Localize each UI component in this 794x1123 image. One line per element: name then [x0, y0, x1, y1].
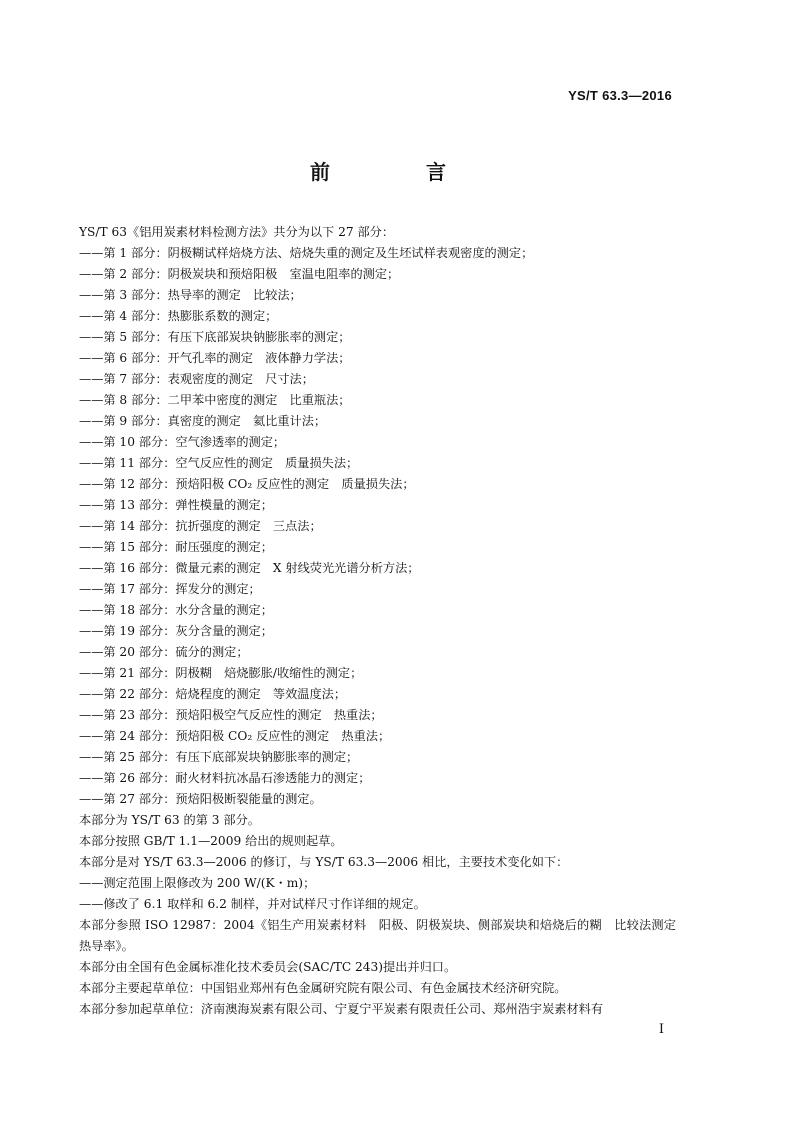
standard-code: YS/T 63.3—2016: [568, 88, 672, 103]
paragraph: 本部分由全国有色金属标准化技术委员会(SAC/TC 243)提出并归口。: [79, 960, 457, 974]
paragraph: 本部分是对 YS/T 63.3—2006 的修订，与 YS/T 63.3—2006 相比，主要技术变化如下：: [79, 855, 569, 869]
paragraph: 本部分参照 ISO 12987：2004《铝生产用炭素材料 阳极、阴极炭块、侧部炭块和焙烧后的糊 比较法测定热导率》。: [79, 918, 676, 953]
page-number: I: [658, 1022, 664, 1037]
list-item: ——第 22 部分：焙烧程度的测定 等效温度法；: [79, 687, 347, 701]
list-item: ——第 13 部分：弹性模量的测定；: [79, 498, 273, 512]
list-item: ——第 26 部分：耐火材料抗冰晶石渗透能力的测定；: [79, 771, 371, 785]
page-title: 前 言: [310, 160, 484, 184]
list-item: ——第 8 部分：二甲苯中密度的测定 比重瓶法；: [79, 393, 351, 407]
list-item: ——第 7 部分：表观密度的测定 尺寸法；: [79, 372, 314, 386]
list-item: ——第 15 部分：耐压强度的测定；: [79, 540, 273, 554]
list-item: ——第 27 部分：预焙阳极断裂能量的测定。: [79, 792, 322, 806]
list-item: ——第 24 部分：预焙阳极 CO₂ 反应性的测定 热重法；: [79, 729, 391, 743]
list-item: ——第 16 部分：微量元素的测定 X 射线荧光光谱分析方法；: [79, 561, 420, 575]
list-item: ——第 21 部分：阴极糊 焙烧膨胀/收缩性的测定；: [79, 666, 363, 680]
list-item: ——第 19 部分：灰分含量的测定；: [79, 624, 273, 638]
list-item: ——第 23 部分：预焙阳极空气反应性的测定 热重法；: [79, 708, 383, 722]
list-item: ——第 20 部分：硫分的测定；: [79, 645, 249, 659]
list-item: ——第 2 部分：阴极炭块和预焙阳极 室温电阻率的测定；: [79, 267, 400, 281]
list-item: ——第 12 部分：预焙阳极 CO₂ 反应性的测定 质量损失法；: [79, 477, 415, 491]
list-item: ——第 9 部分：真密度的测定 氦比重计法；: [79, 414, 327, 428]
list-item: ——第 1 部分：阴极糊试样焙烧方法、焙烧失重的测定及生坯试样表观密度的测定；: [79, 246, 534, 260]
intro-line: YS/T 63《铝用炭素材料检测方法》共分为以下 27 部分：: [79, 225, 395, 239]
paragraph: ——修改了 6.1 取样和 6.2 制样，并对试样尺寸作详细的规定。: [79, 897, 426, 911]
parts-list: [79, 243, 676, 810]
list-item: ——第 4 部分：热膨胀系数的测定；: [79, 309, 278, 323]
document-body: [79, 222, 676, 1020]
list-item: ——第 10 部分：空气渗透率的测定；: [79, 435, 286, 449]
list-item: ——第 5 部分：有压下底部炭块钠膨胀率的测定；: [79, 330, 351, 344]
list-item: ——第 17 部分：挥发分的测定；: [79, 582, 261, 596]
list-item: ——第 3 部分：热导率的测定 比较法；: [79, 288, 302, 302]
paragraph: 本部分为 YS/T 63 的第 3 部分。: [79, 813, 260, 827]
list-item: ——第 18 部分：水分含量的测定；: [79, 603, 273, 617]
list-item: ——第 25 部分：有压下底部炭块钠膨胀率的测定；: [79, 750, 359, 764]
list-item: ——第 11 部分：空气反应性的测定 质量损失法；: [79, 456, 359, 470]
paragraph: 本部分参加起草单位：济南澳海炭素有限公司、宁夏宁平炭素有限责任公司、郑州浩宇炭素材料有: [79, 1002, 604, 1016]
paragraph: 本部分主要起草单位：中国铝业郑州有色金属研究院有限公司、有色金属技术经济研究院。: [79, 981, 567, 995]
paragraph: ——测定范围上限修改为 200 W/(K・m)；: [79, 876, 316, 890]
list-item: ——第 6 部分：开气孔率的测定 液体静力学法；: [79, 351, 351, 365]
list-item: ——第 14 部分：抗折强度的测定 三点法；: [79, 519, 322, 533]
paragraph: 本部分按照 GB/T 1.1—2009 给出的规则起草。: [79, 834, 343, 848]
